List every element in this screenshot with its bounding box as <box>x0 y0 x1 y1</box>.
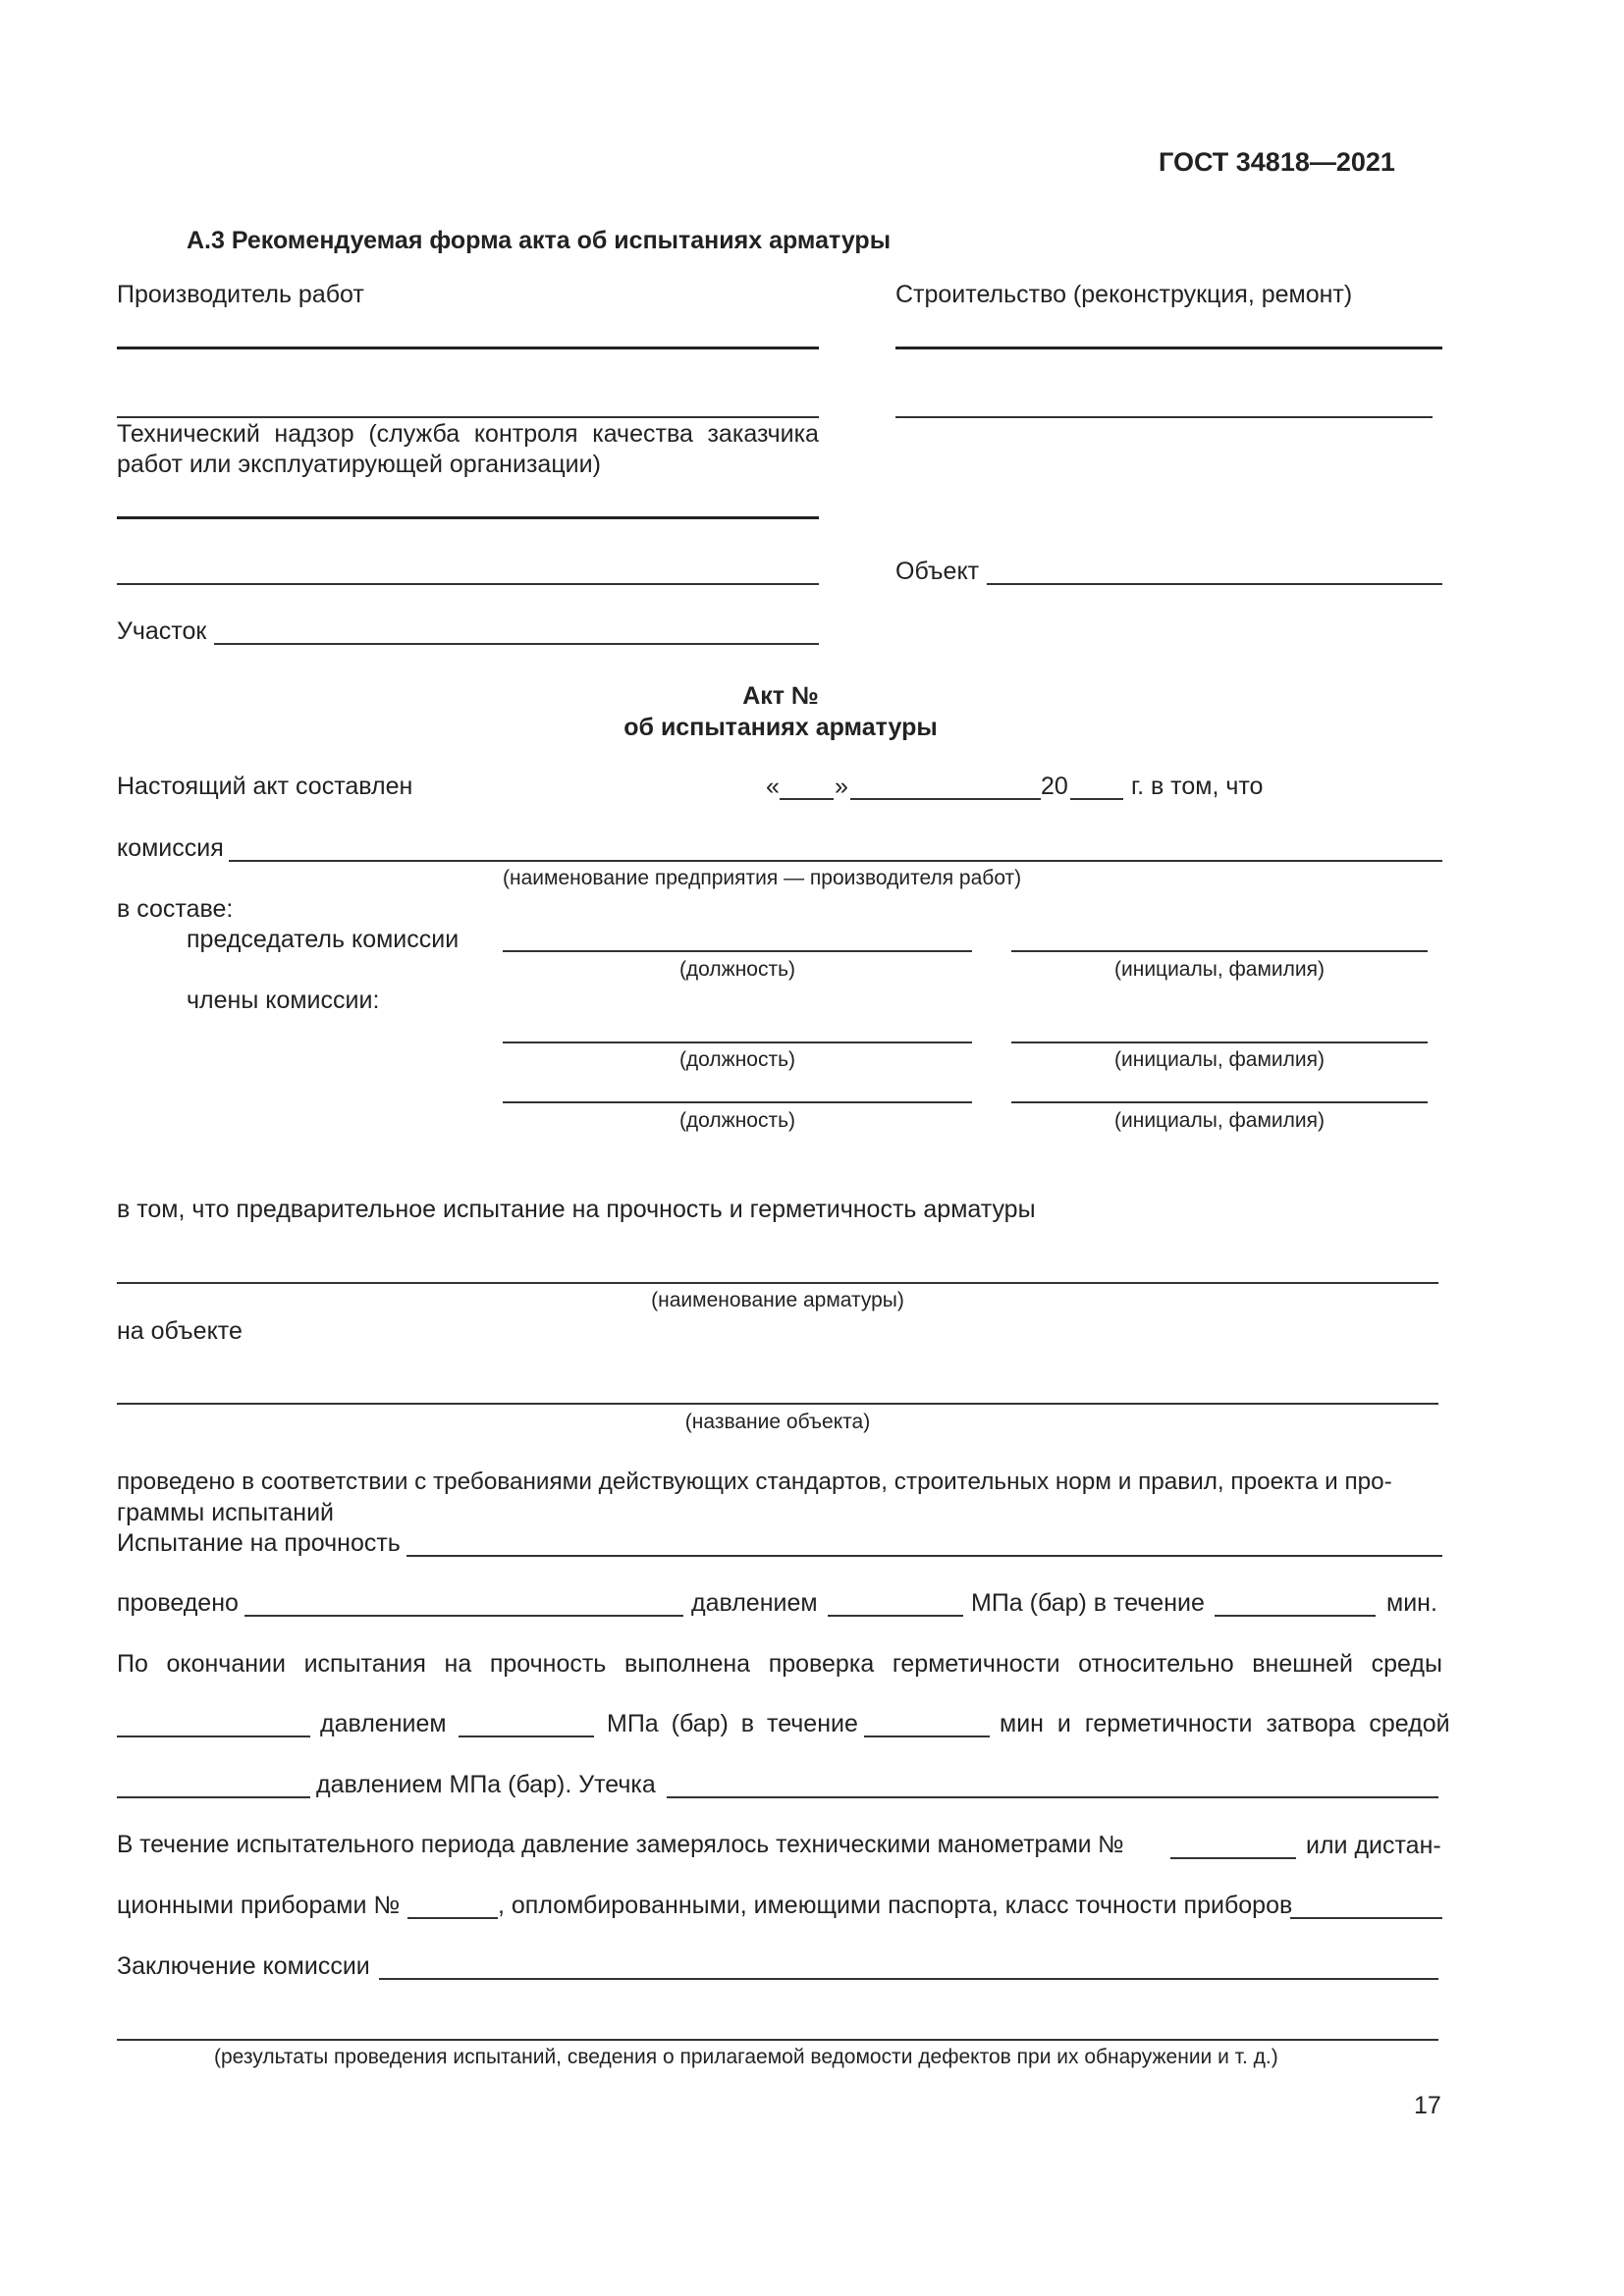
strength-test-line[interactable] <box>406 1555 1442 1557</box>
date-year-prefix: 20 <box>1041 773 1068 800</box>
min-label: мин. <box>1386 1589 1437 1617</box>
results-caption: (результаты проведения испытаний, сведения о прилагаемой ведомости дефектов при их обнаружении и т. д.) <box>214 2046 1278 2068</box>
member1-name-line[interactable] <box>1011 1041 1428 1043</box>
or-remote-label: или дистан- <box>1306 1832 1441 1859</box>
mpa-during2-label: МПа (бар) в течение <box>607 1710 858 1737</box>
date-close-quote: » <box>835 773 848 800</box>
producer-line-2[interactable] <box>117 416 819 418</box>
member2-name-line[interactable] <box>1011 1101 1428 1103</box>
duration-field[interactable] <box>1215 1615 1376 1617</box>
fitting-name-line[interactable] <box>117 1282 1438 1284</box>
producer-label: Производитель работ <box>117 281 364 308</box>
commission-caption: (наименование предприятия — производителя работ) <box>503 867 1022 889</box>
producer-line-1[interactable] <box>117 347 819 349</box>
instruments-label: ционными приборами № <box>117 1892 401 1919</box>
instrument-number-field[interactable] <box>407 1917 498 1919</box>
mpa-during-label: МПа (бар) в течение <box>971 1589 1205 1617</box>
chairman-name-line[interactable] <box>1011 950 1428 952</box>
member2-position-caption: (должность) <box>678 1109 796 1132</box>
member2-position-line[interactable] <box>503 1101 972 1103</box>
pressure-label: давлением <box>691 1589 818 1617</box>
date-tail: г. в том, что <box>1131 773 1264 800</box>
tech-supervision-line-1: Технический надзор (служба контроля качества заказчика <box>117 420 819 448</box>
at-object-label: на объекте <box>117 1317 243 1345</box>
conducted-line-1: проведено в соответствии с требованиями действующих стандартов, строительных норм и правил, проекта и про- <box>117 1468 1392 1495</box>
page-number: 17 <box>1414 2092 1441 2119</box>
site-label: Участок <box>117 617 207 645</box>
member1-position-line[interactable] <box>503 1041 972 1043</box>
doc-number: ГОСТ 34818—2021 <box>1159 147 1395 177</box>
medium-field[interactable] <box>117 1735 310 1737</box>
site-line[interactable] <box>214 643 819 645</box>
object-label: Объект <box>895 558 980 585</box>
pressure2-label: давлением <box>320 1710 447 1737</box>
conclusion-label: Заключение комиссии <box>117 1952 370 1980</box>
act-subtitle: об испытаниях арматуры <box>623 714 938 741</box>
section-title: А.3 Рекомендуемая форма акта об испытаниях арматуры <box>187 227 892 254</box>
leak-field[interactable] <box>667 1796 1438 1798</box>
chairman-position-caption: (должность) <box>678 958 796 981</box>
date-open-quote: « <box>766 773 780 800</box>
pressure2-value-field[interactable] <box>459 1735 594 1737</box>
tech-supervision-line-a[interactable] <box>117 516 819 519</box>
medium2-field[interactable] <box>117 1796 310 1798</box>
date-month-field[interactable] <box>850 798 1041 800</box>
prelim-test-text: в том, что предварительное испытание на прочность и герметичность арматуры <box>117 1196 1036 1223</box>
accuracy-class-field[interactable] <box>1290 1917 1442 1919</box>
date-year-field[interactable] <box>1070 798 1123 800</box>
act-title: Акт № <box>742 682 819 710</box>
member1-name-caption: (инициалы, фамилия) <box>1114 1048 1325 1071</box>
after-test-text: По окончании испытания на прочность выполнена проверка герметичности относительно внешней среды <box>117 1650 1442 1678</box>
object-name-line[interactable] <box>117 1403 1438 1405</box>
pressure-mpa-leak-label: давлением МПа (бар). Утечка <box>316 1771 656 1798</box>
pressure-value-field[interactable] <box>828 1615 963 1617</box>
object-caption: (название объекта) <box>684 1411 871 1433</box>
chairman-label: председатель комиссии <box>187 926 460 953</box>
conducted-line-2: граммы испытаний <box>117 1499 334 1526</box>
sealed-text: , опломбированными, имеющими паспорта, класс точности приборов <box>498 1892 1293 1919</box>
date-day-field[interactable] <box>780 798 834 800</box>
construction-line-1[interactable] <box>895 347 1442 349</box>
construction-label: Строительство (реконструкция, ремонт) <box>895 281 1353 308</box>
conclusion-line-1[interactable] <box>379 1978 1438 1980</box>
conclusion-line-2[interactable] <box>117 2039 1438 2041</box>
chairman-name-caption: (инициалы, фамилия) <box>1114 958 1325 981</box>
tech-supervision-line-2: работ или эксплуатирующей организации) <box>117 451 601 478</box>
min-and-tightness-label: мин и герметичности затвора средой <box>1000 1710 1450 1737</box>
duration2-field[interactable] <box>864 1735 990 1737</box>
strength-test-label: Испытание на прочность <box>117 1529 401 1557</box>
chairman-position-line[interactable] <box>503 950 972 952</box>
carried-label: проведено <box>117 1589 239 1617</box>
composition-label: в составе: <box>117 895 234 923</box>
member2-name-caption: (инициалы, фамилия) <box>1114 1109 1325 1132</box>
member1-position-caption: (должность) <box>678 1048 796 1071</box>
construction-line-2[interactable] <box>895 416 1433 418</box>
tech-supervision-line-b[interactable] <box>117 583 819 585</box>
members-label: члены комиссии: <box>187 987 380 1014</box>
composed-label: Настоящий акт составлен <box>117 773 413 800</box>
carried-line[interactable] <box>244 1615 683 1617</box>
fitting-caption: (наименование арматуры) <box>651 1289 904 1311</box>
period-text: В течение испытательного периода давление замерялось техническими манометрами № <box>117 1832 1124 1858</box>
commission-line[interactable] <box>229 860 1442 862</box>
gauge-number-field[interactable] <box>1170 1857 1296 1859</box>
object-line[interactable] <box>987 583 1442 585</box>
commission-label: комиссия <box>117 834 224 862</box>
